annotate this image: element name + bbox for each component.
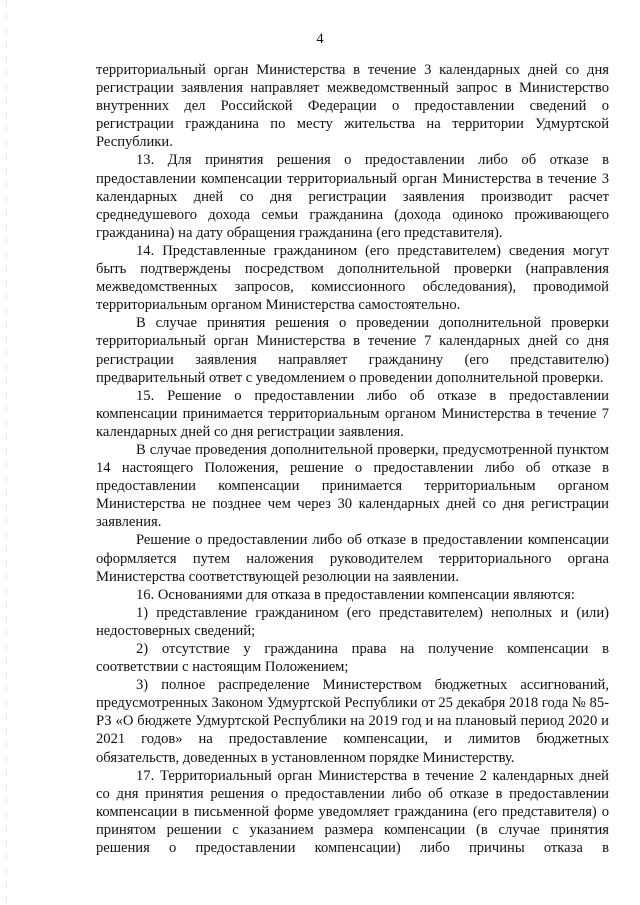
paragraph-16-item-3: 3) полное распределение Министерством бюджетных ассигнований, предусмотренных Законом Удмуртской Республики от 25 декабря 2018 года № 85-РЗ «О бюджете Удмуртской Республики на 2019 год и на плановый период 2020 и 2021 годов» на предоставление компенсации, и лимитов бюджетных обязательств, доведенных в установленном порядке Министерству. xyxy=(96,677,609,766)
paragraph-17: 17. Территориальный орган Министерства в течение 2 календарных дней со дня принятия решения о предоставлении либо об отказе в предоставлении компенсации в письменной форме уведомляет гражданина (его представителя) о принятом решении с указанием размера компенсации (в случае принятия решения о предоставлении компенсации) либо причины отказа в xyxy=(96,767,609,857)
page-number: 4 xyxy=(316,31,324,47)
paragraph-13: 13. Для принятия решения о предоставлении либо об отказе в предоставлении компенсации территориальный орган Министерства в течение 3 календарных дней со дня регистрации заявления производит расчет среднедушевого дохода семьи гражданина (дохода одиноко проживающего гражданина) на дату обращения гражданина (его представителя). xyxy=(96,152,609,241)
paragraph-14: 14. Представленные гражданином (его представителем) сведения могут быть подтверждены посредством дополнительной проверки (направления межведомственных запросов, комиссионного обследования), проводимой территориальным органом Министерства самостоятельно. xyxy=(96,242,609,314)
paragraph-15-additional-check-case: В случае проведения дополнительной проверки, предусмотренной пунктом 14 настоящего Положения, решение о предоставлении либо об отказе в предоставлении компенсации принимается территориальным органом Министерства не позднее чем через 30 календарных дней со дня регистрации заявления. xyxy=(96,441,609,531)
paragraph-15: 15. Решение о предоставлении либо об отказе в предоставлении компенсации принимается территориальным органом Министерства в течение 7 календарных дней со дня регистрации заявления. xyxy=(96,387,609,440)
paragraph-14-additional-check: В случае принятия решения о проведении дополнительной проверки территориальный орган Министерства в течение 7 календарных дней со дня регистрации заявления направляет гражданину (его представителю) предварительный ответ с уведомлением о проведении дополнительной проверки. xyxy=(96,315,609,386)
paragraph-16-item-2: 2) отсутствие у гражданина права на получение компенсации в соответствии с настоящим Положением; xyxy=(96,641,609,676)
paragraph-15-resolution: Решение о предоставлении либо об отказе в предоставлении компенсации оформляется путем наложения руководителем территориального органа Министерства соответствующей резолюции на заявлении. xyxy=(96,532,609,585)
scan-edge-artifact xyxy=(6,0,7,905)
document-body xyxy=(96,61,609,857)
paragraph-16-item-1: 1) представление гражданином (его представителем) неполных и (или) недостоверных сведений; xyxy=(96,604,609,639)
paragraph-16: 16. Основаниями для отказа в предоставлении компенсации являются: xyxy=(136,586,575,603)
paragraph-continuation: территориальный орган Министерства в течение 3 календарных дней со дня регистрации заявления направляет межведомственный запрос в Министерство внутренних дел Российской Федерации о предоставлении сведений о регистрации гражданина по месту жительства на территории Удмуртской Республики. xyxy=(96,62,609,151)
